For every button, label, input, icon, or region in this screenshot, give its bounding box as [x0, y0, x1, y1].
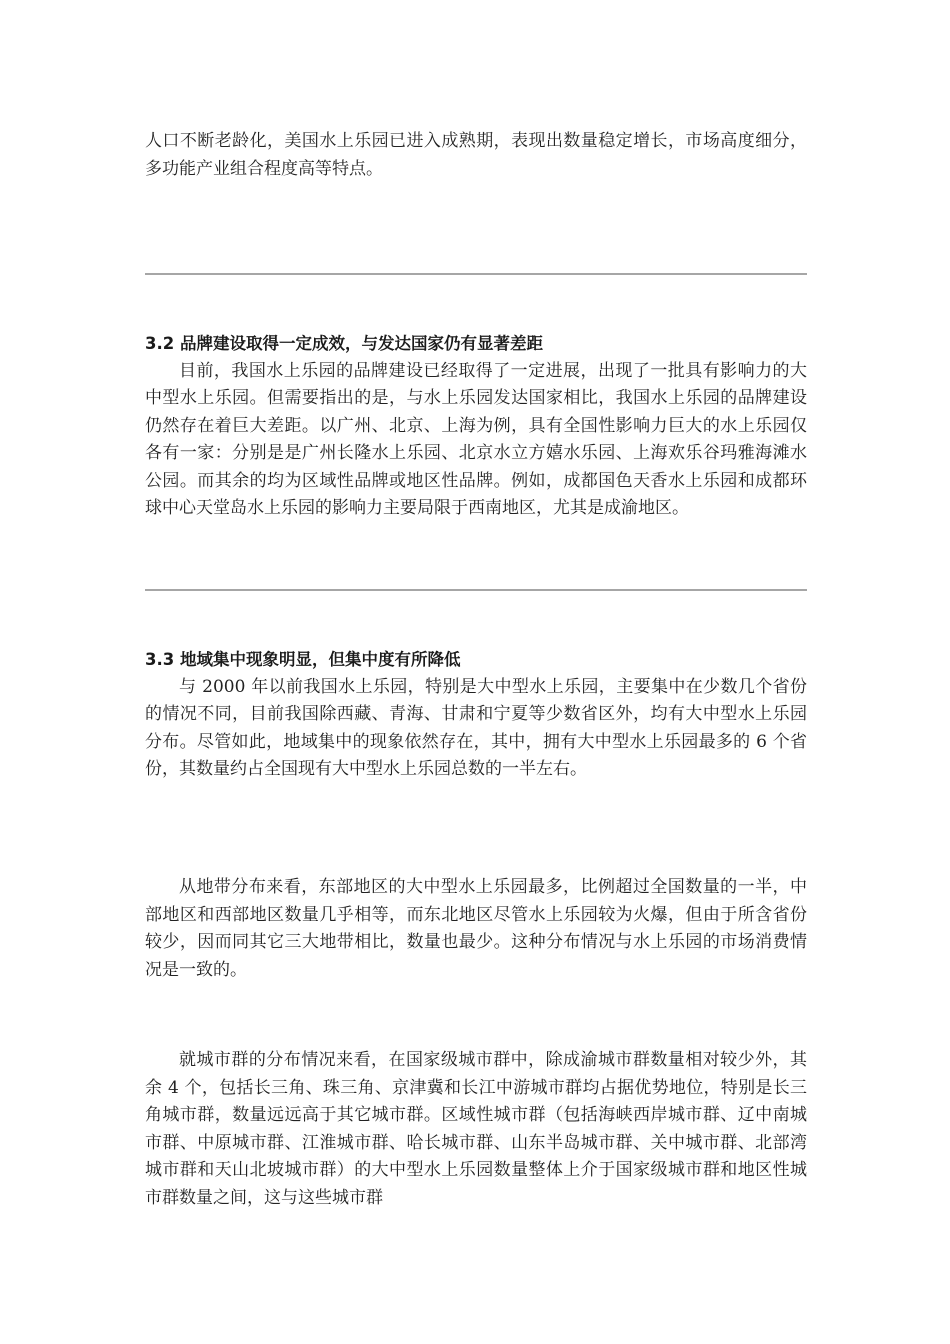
intro-paragraph: 人口不断老龄化，美国水上乐园已进入成熟期，表现出数量稳定增长，市场高度细分，多功能产业组合程度高等特点。: [145, 131, 807, 179]
document-page: [145, 0, 807, 1344]
section-3-3: [145, 646, 807, 784]
section-3-2: [145, 330, 807, 523]
section-3-3-heading: 3.3 地域集中现象明显，但集中度有所降低: [145, 650, 461, 669]
section-3-3-part-2: [145, 874, 807, 984]
section-3-2-heading: 3.2 品牌建设取得一定成效，与发达国家仍有显著差距: [145, 334, 543, 353]
section-divider: [145, 273, 807, 275]
section-3-3-paragraph-3: 就城市群的分布情况来看，在国家级城市群中，除成渝城市群数量相对较少外，其余 4 个，包括长三角、珠三角、京津冀和长江中游城市群均占据优势地位，特别是长三角城市群，数量远远高于其它城市群。区域性城市群（包括海峡西岸城市群、辽中南城市群、中原城市群、江淮城市群、哈长城市群、山东半岛城市群、关中城市群、北部湾城市群和天山北坡城市群）的大中型水上乐园数量整体上介于国家级城市群和地区性城市群数量之间，这与这些城市群: [145, 1050, 807, 1208]
section-divider: [145, 589, 807, 591]
intro-block: [145, 128, 807, 183]
section-3-3-part-3: [145, 1047, 807, 1212]
section-3-2-paragraph: 目前，我国水上乐园的品牌建设已经取得了一定进展，出现了一批具有影响力的大中型水上乐园。但需要指出的是，与水上乐园发达国家相比，我国水上乐园的品牌建设仍然存在着巨大差距。以广州、北京、上海为例，具有全国性影响力巨大的水上乐园仅各有一家：分别是是广州长隆水上乐园、北京水立方嬉水乐园、上海欢乐谷玛雅海滩水公园。而其余的均为区域性品牌或地区性品牌。例如，成都国色天香水上乐园和成都环球中心天堂岛水上乐园的影响力主要局限于西南地区，尤其是成渝地区。: [145, 360, 807, 518]
section-3-3-paragraph-2: 从地带分布来看，东部地区的大中型水上乐园最多，比例超过全国数量的一半，中部地区和西部地区数量几乎相等，而东北地区尽管水上乐园较为火爆，但由于所含省份较少，因而同其它三大地带相比，数量也最少。这种分布情况与水上乐园的市场消费情况是一致的。: [145, 877, 807, 980]
section-3-3-paragraph-1: 与 2000 年以前我国水上乐园，特别是大中型水上乐园，主要集中在少数几个省份的情况不同，目前我国除西藏、青海、甘肃和宁夏等少数省区外，均有大中型水上乐园分布。尽管如此，地域集中的现象依然存在，其中，拥有大中型水上乐园最多的 6 个省份，其数量约占全国现有大中型水上乐园总数的一半左右。: [145, 676, 807, 779]
